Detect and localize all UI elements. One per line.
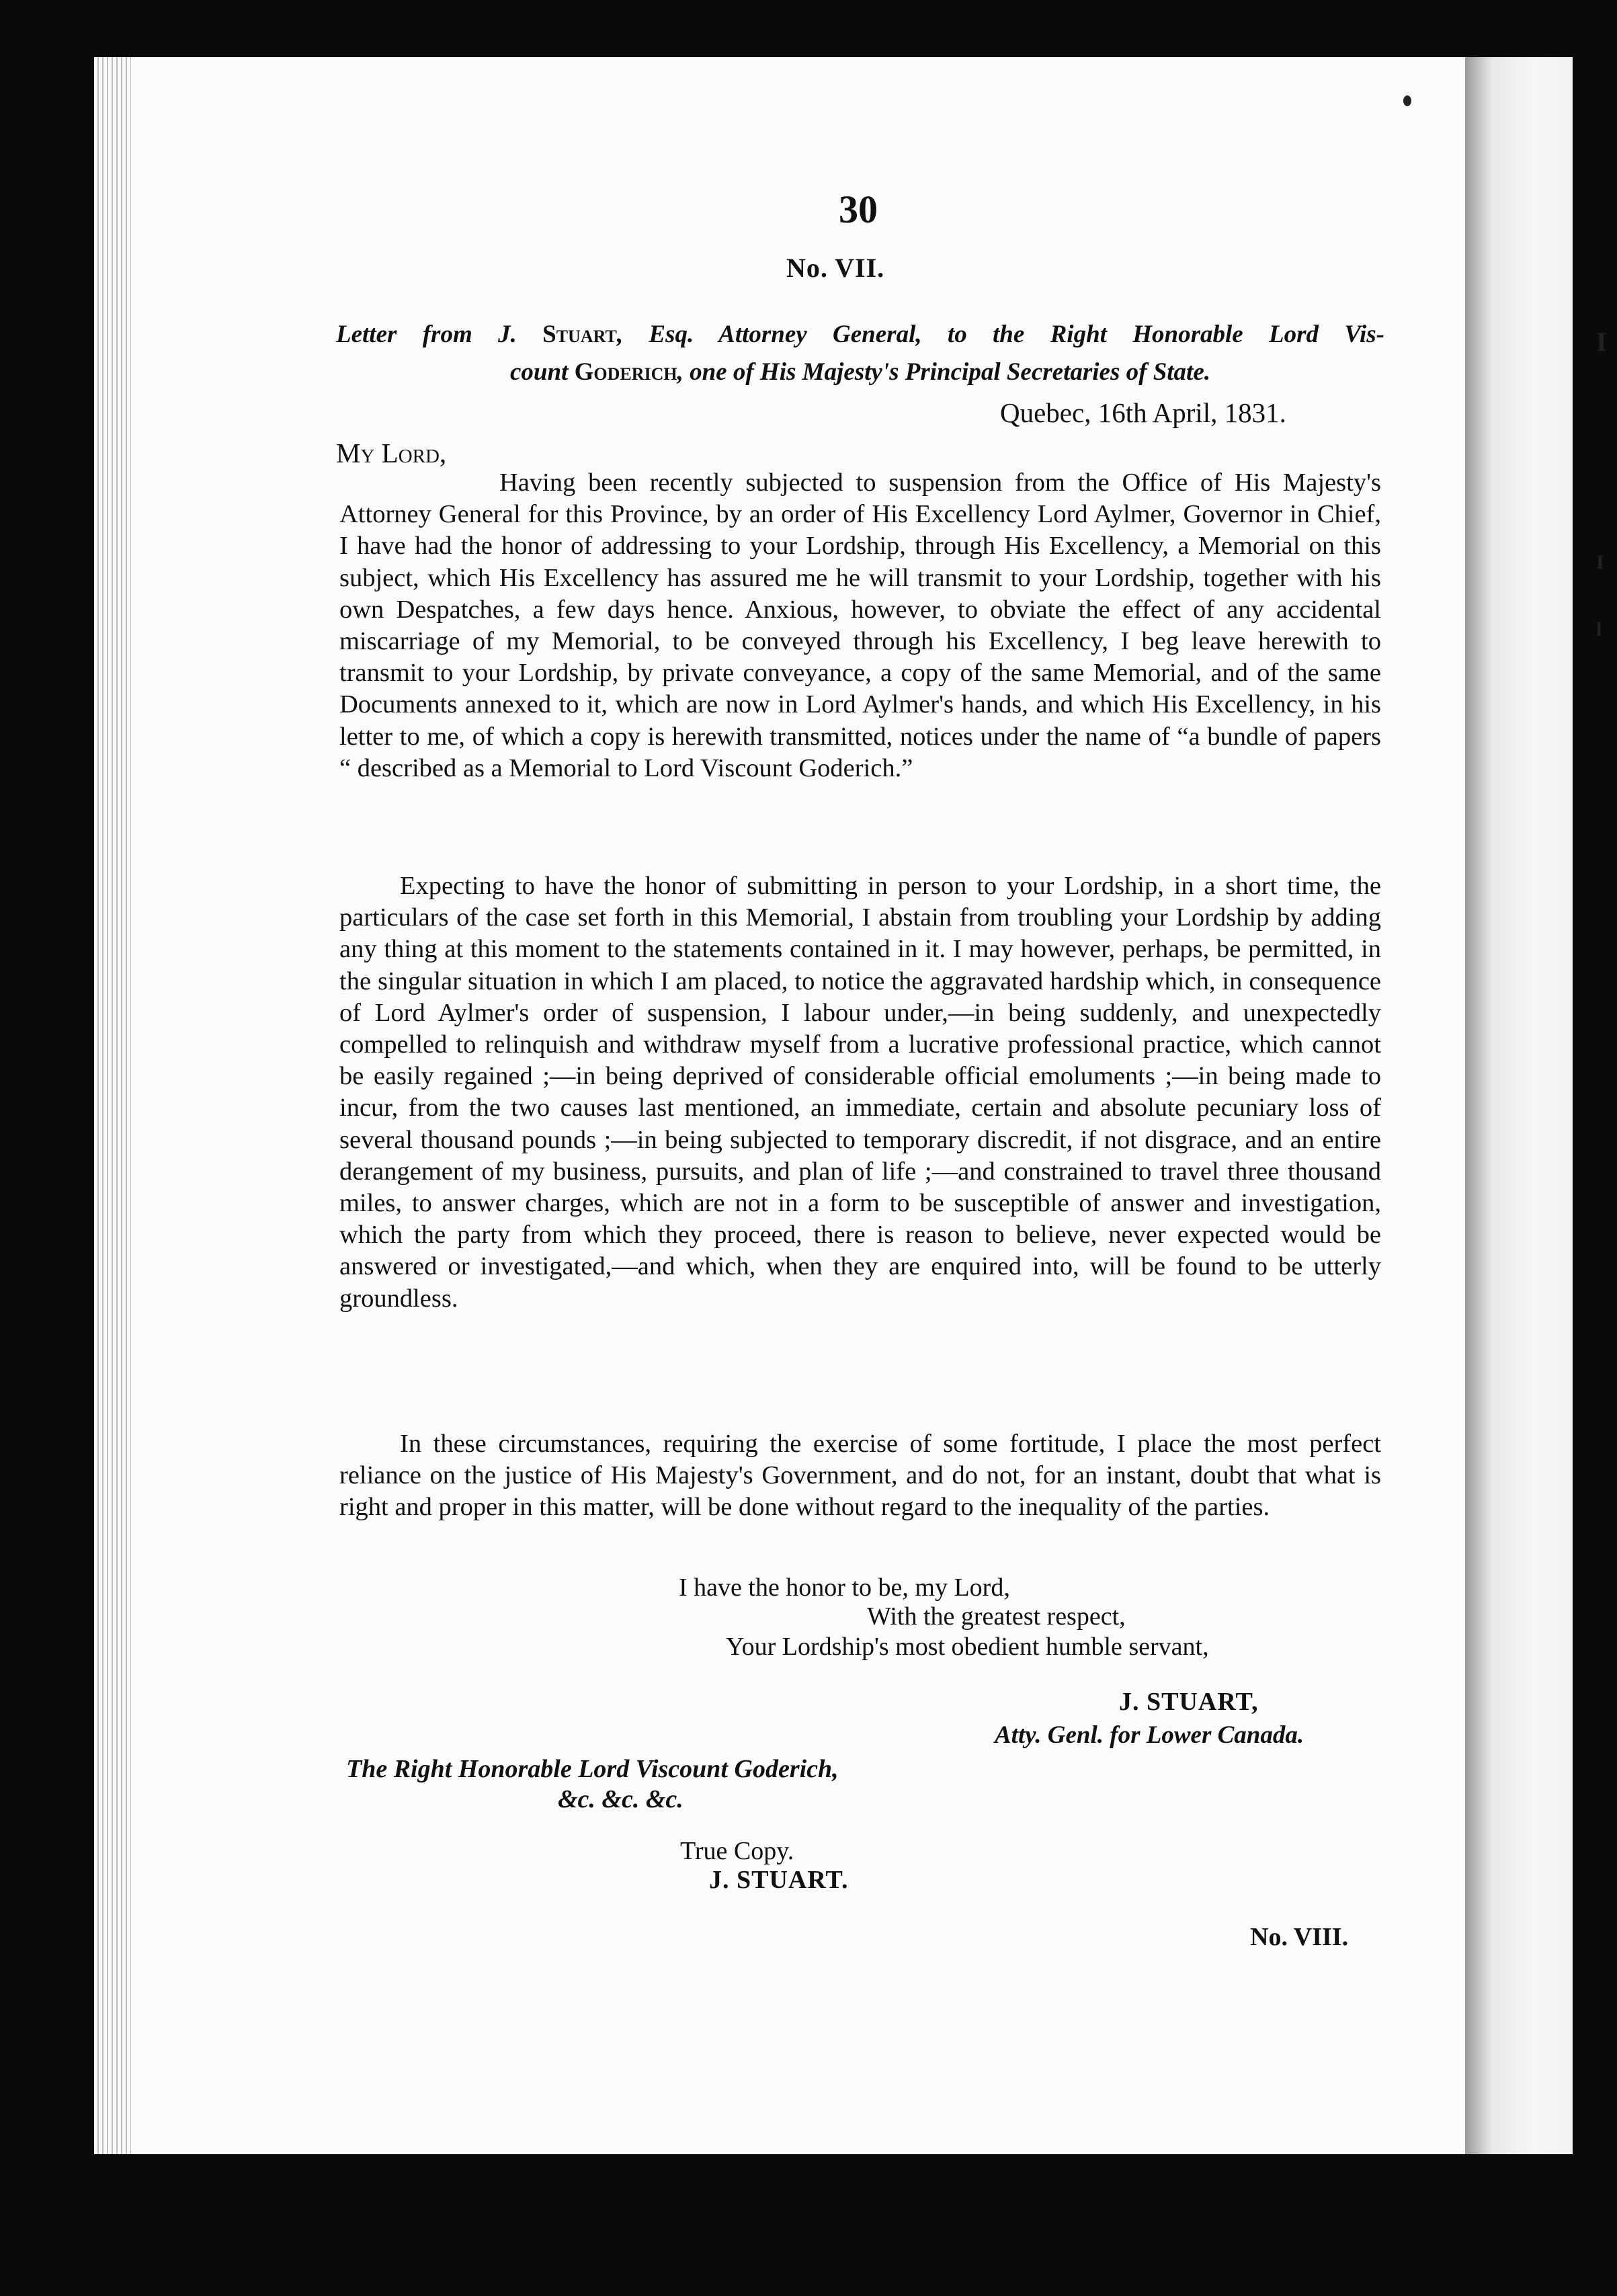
paragraph-2: Expecting to have the honor of submitting in person to your Lordship, in a short time, the particulars of the case set forth in this Memorial, I abstain from troubling your Lordship by adding any thing at this moment to the statements contained in it. I may however, perhaps, be permitted, in the singular situation in which I am placed, to notice the aggravated hardship which, in consequence of Lord Aylmer's order of suspension, I labour under,—in being suddenly, and unexpectedly compelled to relinquish and withdraw myself from a lucrative professional practice, which cannot be easily regained ;—in being deprived of considerable official emoluments ;—in being made to incur, from the two causes last mentioned, an immediate, certain and absolute pecuniary loss of several thousand pounds ;—in being subjected to temporary discredit, if not disgrace, and an entire derangement of my business, pursuits, and plan of life ;—and constrained to travel three thousand miles, to answer charges, which are not in a form to be susceptible of answer and investigation, which the party from which they proceed, there is reason to believe, never expected would be answered or investigated,—and which, when they are enquired into, will be found to be utterly groundless. — [339, 872, 1381, 1313]
paragraph-1: Having been recently subjected to suspension from the Office of His Majesty's Attorney General for this Province, by an order of His Excellency Lord Aylmer, Governor in Chief, I have had the honor of addressing to your Lordship, through His Excellency, a Memorial on this subject, which His Excellency has assured me he will transmit to your Lordship, together with his own Despatches, a few days hence. Anxious, however, to obviate the effect of any accidental miscarriage of my Memorial, to be conveyed through his Excellency, I beg leave herewith to transmit to your Lordship, by private conveyance, a copy of the same Memorial, and of the same Documents annexed to it, which are now in Lord Aylmer's hands, and which His Excellency, in his letter to me, of which a copy is herewith transmitted, notices under the name of “a bundle of papers “ described as a Memorial to Lord Viscount Goderich.” — [339, 468, 1381, 782]
heading-text: , Esq. Attorney General, to the Right Honorable Lord Vis- — [616, 321, 1385, 348]
addressee: The Right Honorable Lord Viscount Goderich, — [346, 1755, 839, 1783]
heading-text: count — [509, 358, 575, 386]
page-number: 30 — [839, 188, 878, 231]
salutation: My Lord, — [336, 438, 447, 468]
paragraph-3: In these circumstances, requiring the exercise of some fortitude, I place the most perfect reliance on the justice of His Majesty's Government, and do not, for an instant, doubt that what is right and proper in this matter, will be done without regard to the inequality of the parties. — [339, 1430, 1381, 1522]
facing-page-fragment: I — [1596, 327, 1607, 357]
closing-line: I have the honor to be, my Lord, — [679, 1573, 1010, 1602]
heading-recipient-name: Goderich — [574, 358, 677, 386]
ink-speck — [1403, 95, 1411, 106]
next-document-number: No. VIII. — [1250, 1923, 1349, 1951]
facing-page-fragment: l — [1596, 618, 1602, 641]
closing-line: Your Lordship's most obedient humble servant, — [726, 1633, 1209, 1661]
addressee-etc: &c. &c. &c. — [558, 1785, 683, 1813]
heading-text: , one of His Majesty's Principal Secretaries of State. — [677, 358, 1211, 386]
facing-page-fragment: I — [1596, 551, 1604, 573]
closing-line: With the greatest respect, — [867, 1602, 1126, 1631]
true-copy-label: True Copy. — [680, 1837, 794, 1865]
letter-heading — [336, 316, 1384, 391]
signature-title: Atty. Genl. for Lower Canada. — [995, 1721, 1304, 1749]
true-copy-signature: J. STUART. — [709, 1866, 849, 1894]
heading-sender-name: Stuart — [542, 321, 617, 348]
letter-date: Quebec, 16th April, 1831. — [1000, 397, 1286, 428]
book-page-edges — [94, 57, 134, 2154]
document-number: No. VII. — [786, 253, 885, 283]
heading-text: Letter from J. — [336, 321, 543, 348]
signature: J. STUART, — [1119, 1688, 1259, 1716]
facing-page-strip — [1465, 57, 1573, 2154]
